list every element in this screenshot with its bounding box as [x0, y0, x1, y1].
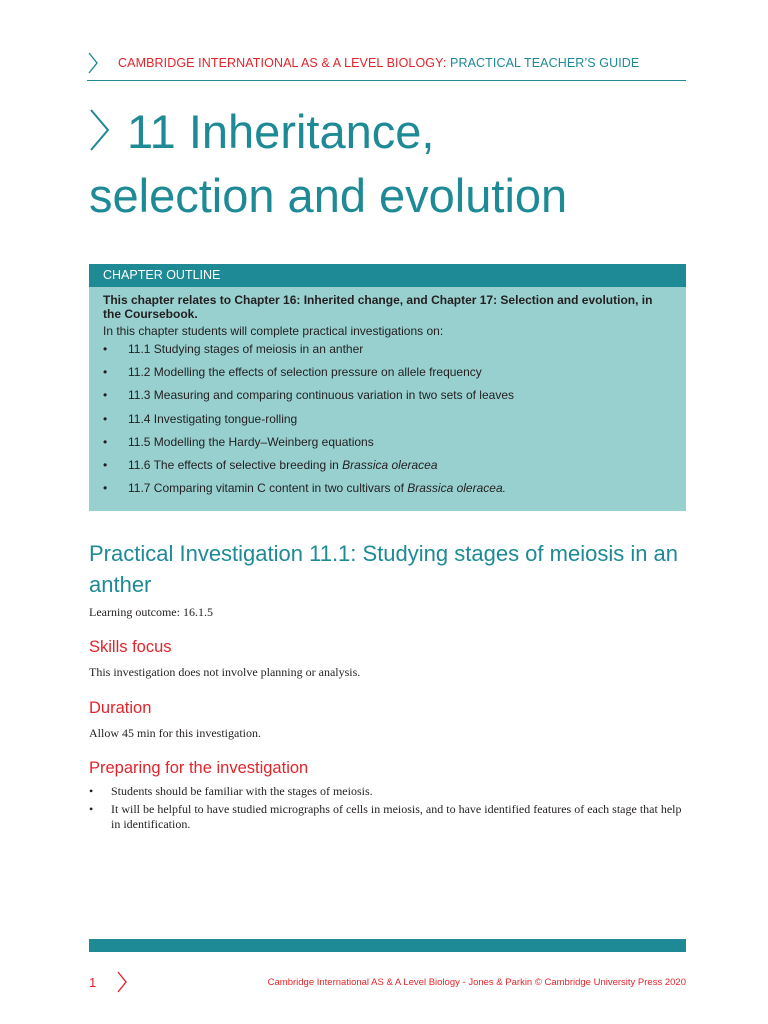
footer-credit: Cambridge International AS & A Level Biology - Jones & Parkin © Cambridge University Press 2020 — [267, 977, 686, 988]
chapter-chevron-icon — [89, 109, 111, 151]
outline-item: • 11.5 Modelling the Hardy–Weinberg equations — [103, 435, 672, 458]
outline-list — [103, 342, 672, 504]
header-guide: PRACTICAL TEACHER’S GUIDE — [450, 56, 640, 70]
list-item: • It will be helpful to have studied micrographs of cells in meiosis, and to have identified features of each stage that help in identification. — [89, 802, 689, 832]
skills-focus-text: This investigation does not involve planning or analysis. — [89, 665, 361, 679]
outline-item: • 11.2 Modelling the effects of selection pressure on allele frequency — [103, 365, 672, 388]
chapter-title-line2: selection and evolution — [89, 169, 568, 222]
chapter-title-line1: 11 Inheritance, — [127, 105, 435, 158]
chevron-right-icon — [87, 52, 99, 74]
page-number: 1 — [89, 975, 97, 990]
outline-item: • 11.1 Studying stages of meiosis in an anther — [103, 342, 672, 365]
footer-bar — [89, 939, 686, 952]
outline-item: • 11.7 Comparing vitamin C content in two cultivars of Brassica oleracea. — [103, 481, 672, 504]
duration-text: Allow 45 min for this investigation. — [89, 726, 261, 740]
investigation-title: Practical Investigation 11.1: Studying stages of meiosis in an anther — [89, 541, 679, 597]
preparing-list — [89, 784, 689, 835]
preparing-heading: Preparing for the investigation — [89, 759, 309, 777]
chapter-outline-lead: In this chapter students will complete practical investigations on: — [103, 324, 444, 338]
list-item: • Students should be familiar with the stages of meiosis. — [89, 784, 689, 799]
outline-item: • 11.6 The effects of selective breeding in Brassica oleracea — [103, 458, 672, 481]
outline-item: • 11.3 Measuring and comparing continuous variation in two sets of leaves — [103, 388, 672, 411]
header-series: CAMBRIDGE INTERNATIONAL AS & A LEVEL BIOLOGY: — [118, 56, 447, 70]
outline-item: • 11.4 Investigating tongue-rolling — [103, 412, 672, 435]
chapter-outline-intro: This chapter relates to Chapter 16: Inherited change, and Chapter 17: Selection and evolution, in the Coursebook. — [103, 293, 653, 321]
chapter-outline-heading: CHAPTER OUTLINE — [89, 264, 686, 287]
learning-outcome: Learning outcome: 16.1.5 — [89, 605, 213, 619]
skills-focus-heading: Skills focus — [89, 638, 172, 656]
chevron-right-icon — [116, 971, 128, 993]
duration-heading: Duration — [89, 699, 152, 717]
header-title — [118, 56, 639, 70]
chapter-outline-box — [89, 264, 686, 511]
running-header — [87, 48, 686, 81]
